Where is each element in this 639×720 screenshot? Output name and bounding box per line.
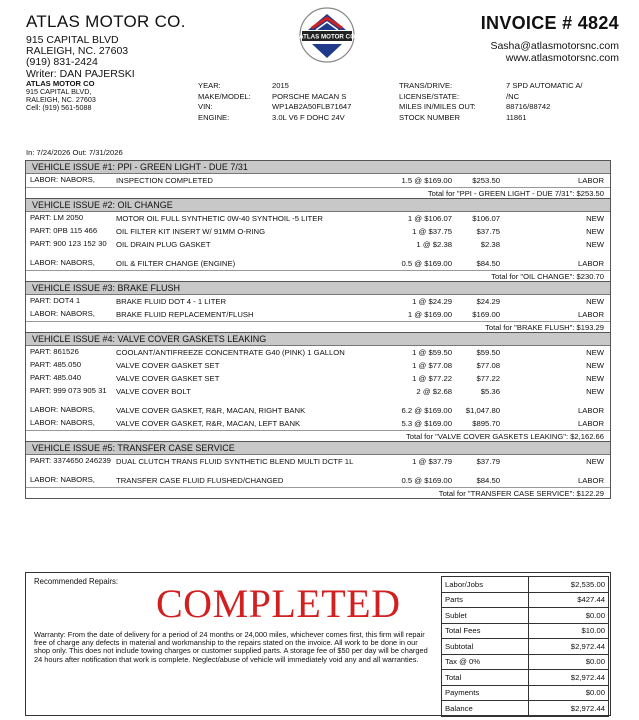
invoice-number: INVOICE # 4824 [480,13,619,33]
summary-value: $2,972.44 [529,701,609,717]
vehicle-labels-2 [399,81,476,124]
line-type: LABOR [577,406,604,415]
vehicle-miles: 88716/88742 [506,102,551,112]
vehicle-label: MILES IN/MILES OUT: [399,102,476,112]
company-name: ATLAS MOTOR CO. [26,12,186,31]
summary-label: Subtotal [442,639,529,655]
line-qty: 1 @ $169.00 [407,310,452,319]
line-code: PART: 485.040 [30,373,81,382]
line-amount: $5.36 [480,387,500,396]
issue-total-text: Total for "TRANSFER CASE SERVICE": $122.29 [438,489,604,498]
line-code: PART: 900 123 152 30 [30,239,107,248]
logo-text: ATLAS MOTOR CO [299,33,355,41]
company-logo [298,6,356,64]
line-type: LABOR [577,259,604,268]
summary-row [442,577,609,593]
issue-total-text: Total for "OIL CHANGE": $230.70 [491,272,604,281]
summary-label: Total [442,670,529,686]
line-item [26,372,610,385]
line-desc: VALVE COVER GASKET SET [116,374,220,383]
line-code: LABOR: NABORS, [30,175,95,184]
line-code: LABOR: NABORS, [30,309,95,318]
vehicle-values-1 [272,81,351,124]
company-address-1: 915 CAPITAL BLVD [26,34,119,46]
line-code: PART: 861526 [30,347,79,356]
line-amount: $253.50 [472,176,500,185]
issue-title: VEHICLE ISSUE #2: OIL CHANGE [26,199,610,212]
line-desc: INSPECTION COMPLETED [116,176,213,185]
issues-table [25,160,611,499]
vehicle-labels-1 [198,81,251,124]
line-desc: MOTOR OIL FULL SYNTHETIC 0W-40 SYNTHOIL -5 LITER [116,214,323,223]
line-amount: $37.79 [476,457,500,466]
summary-label: Balance [442,701,529,717]
vehicle-make-model: PORSCHE MACAN S [272,91,347,101]
issue-total-text: Total for "VALVE COVER GASKETS LEAKING": $2,162.66 [406,432,604,441]
vehicle-label: STOCK NUMBER [399,113,461,123]
line-qty: 6.2 @ $169.00 [401,406,452,415]
vehicle-label: YEAR: [198,81,221,90]
line-desc: COOLANT/ANTIFREEZE CONCENTRATE G40 (PINK) 1 GALLON [116,348,345,357]
line-type: NEW [586,387,604,396]
line-amount: $77.08 [476,361,500,370]
summary-row [442,608,609,624]
line-amount: $59.50 [476,348,500,357]
line-item [26,257,610,270]
summary-row [442,623,609,639]
issue-title: VEHICLE ISSUE #1: PPI - GREEN LIGHT - DUE 7/31 [26,161,610,174]
line-desc: VALVE COVER GASKET SET [116,361,220,370]
line-code: LABOR: NABORS, [30,405,95,414]
line-type: NEW [586,374,604,383]
line-desc: OIL & FILTER CHANGE (ENGINE) [116,259,236,268]
issue-total [26,270,610,281]
line-qty: 1 @ $2.38 [416,240,452,249]
line-type: LABOR [577,310,604,319]
summary-row [442,685,609,701]
line-amount: $895.70 [472,419,500,428]
vehicle-label: LICENSE/STATE: [399,91,460,101]
summary-value: $2,535.00 [529,577,609,593]
in-out-dates: In: 7/24/2026 Out: 7/31/2026 [26,148,123,157]
line-amount: $2.38 [480,240,500,249]
summary-label: Parts [442,592,529,608]
shop-address-1: 915 CAPITAL BLVD, [26,86,92,96]
line-amount: $84.50 [476,259,500,268]
vehicle-label: MAKE/MODEL: [198,91,251,101]
line-code: PART: LM 2050 [30,213,84,222]
line-desc: VALVE COVER GASKET, R&R, MACAN, RIGHT BANK [116,406,306,415]
line-type: NEW [586,240,604,249]
summary-row [442,592,609,608]
line-item [26,385,610,404]
warranty-text: Warranty: From the date of delivery for a period of 24 months or 24,000 miles, whichever comes first, this firm will repair free of charge any defects in material and workmanship to the repairs stated on the invoice. All work to be done in our shop only. This does not include towing charges or customer supplied parts. A storage fee of $50 per day will be charged 24 hours after notification that work is complete. Neglect/abuse of vehicle will immediately void any and all warranties. [34,630,428,664]
writer-name: Writer: DAN PAJERSKI [26,67,135,80]
vehicle-engine: 3.0L V6 F DOHC 24V [272,113,345,123]
line-type: NEW [586,361,604,370]
shop-name: ATLAS MOTOR CO [26,79,95,88]
summary-value: $10.00 [529,623,609,639]
line-code: PART: 485.050 [30,360,81,369]
line-amount: $37.75 [476,227,500,236]
summary-value: $0.00 [529,608,609,624]
vehicle-label: VIN: [198,102,213,112]
vehicle-stock: 11861 [506,113,527,123]
summary-row [442,654,609,670]
summary-row [442,639,609,655]
vehicle-issue [26,442,610,499]
line-desc: VALVE COVER GASKET, R&R, MACAN, LEFT BANK [116,419,301,428]
recommended-repairs-label: Recommended Repairs: [34,577,119,586]
line-item [26,417,610,430]
issue-title: VEHICLE ISSUE #3: BRAKE FLUSH [26,282,610,295]
vehicle-issue [26,333,610,442]
line-desc: OIL DRAIN PLUG GASKET [116,240,211,249]
vehicle-label: ENGINE: [198,113,230,123]
vehicle-year: 2015 [272,81,289,90]
line-item [26,359,610,372]
line-qty: 1 @ $37.75 [412,227,452,236]
summary-label: Tax @ 0% [442,654,529,670]
vehicle-issue [26,161,610,199]
summary-value: $2,972.44 [529,670,609,686]
issue-total [26,487,610,498]
line-qty: 5.3 @ $169.00 [401,419,452,428]
line-qty: 1.5 @ $169.00 [401,176,452,185]
issue-total-text: Total for "BRAKE FLUSH": $193.29 [485,323,604,332]
line-type: LABOR [577,419,604,428]
line-item [26,404,610,417]
summary-label: Sublet [442,608,529,624]
shop-cell: Cell: (919) 561-5088 [26,102,92,112]
line-qty: 0.5 @ $169.00 [401,259,452,268]
line-amount: $106.07 [472,214,500,223]
line-type: LABOR [577,176,604,185]
summary-row [442,701,609,717]
line-item [26,225,610,238]
issue-total-text: Total for "PPI - GREEN LIGHT - DUE 7/31": $253.50 [427,189,604,198]
summary-label: Payments [442,685,529,701]
vehicle-values-2 [506,81,583,124]
line-desc: TRANSFER CASE FLUID FLUSHED/CHANGED [116,476,284,485]
company-address-2: RALEIGH, NC. 27603 [26,45,129,58]
line-qty: 0.5 @ $169.00 [401,476,452,485]
line-type: NEW [586,227,604,236]
line-desc: BRAKE FLUID DOT 4 - 1 LITER [116,297,227,306]
line-item [26,308,610,321]
summary-value: $427.44 [529,592,609,608]
line-desc: BRAKE FLUID REPLACEMENT/FLUSH [116,310,254,319]
issue-total [26,187,610,198]
line-amount: $77.22 [476,374,500,383]
vehicle-trans: 7 SPD AUTOMATIC A/ [506,81,583,90]
line-code: PART: 3374650 246239 [30,456,111,465]
vehicle-vin: WP1AB2A50FLB71647 [272,102,352,112]
line-code: LABOR: NABORS, [30,258,95,267]
shop-address-2: RALEIGH, NC. 27603 [26,94,96,104]
invoice-contact [490,40,619,64]
issue-total [26,430,610,441]
line-item [26,238,610,257]
line-code: LABOR: NABORS, [30,418,95,427]
line-code: PART: 999 073 905 31 [30,386,107,395]
line-amount: $1,047.80 [465,406,500,415]
line-item [26,295,610,308]
line-amount: $169.00 [472,310,500,319]
contact-email[interactable]: Sasha@atlasmotorsnc.com [490,40,619,52]
line-qty: 1 @ $24.29 [412,297,452,306]
line-item [26,174,610,187]
line-qty: 1 @ $106.07 [407,214,452,223]
summary-row [442,670,609,686]
line-qty: 1 @ $37.79 [412,457,452,466]
line-qty: 2 @ $2.68 [416,387,452,396]
line-item [26,212,610,225]
vehicle-issue [26,282,610,333]
vehicle-issue [26,199,610,282]
line-amount: $84.50 [476,476,500,485]
line-qty: 1 @ $77.22 [412,374,452,383]
issue-total [26,321,610,332]
line-desc: VALVE COVER BOLT [116,387,191,396]
vehicle-license: /NC [506,91,520,101]
summary-value: $0.00 [529,685,609,701]
line-item [26,474,610,487]
line-type: NEW [586,297,604,306]
summary-label: Total Fees [442,623,529,639]
vehicle-label: TRANS/DRIVE: [399,81,453,90]
summary-table [441,576,609,717]
company-contact [26,35,135,80]
line-type: NEW [586,457,604,466]
line-type: NEW [586,348,604,357]
line-desc: DUAL CLUTCH TRANS FLUID SYNTHETIC BLEND MULTI DCTF 1L [116,457,354,466]
line-type: LABOR [577,476,604,485]
line-code: PART: 0PB 115 466 [30,226,98,235]
line-item [26,346,610,359]
summary-value: $2,972.44 [529,639,609,655]
invoice-footer [25,572,611,716]
line-desc: OIL FILTER KIT INSERT W/ 91MM O-RING [116,227,266,236]
line-item [26,455,610,474]
line-qty: 1 @ $59.50 [412,348,452,357]
contact-website[interactable]: www.atlasmotorsnc.com [505,52,619,64]
summary-value: $0.00 [529,654,609,670]
line-type: NEW [586,214,604,223]
company-phone: (919) 831-2424 [26,56,98,69]
line-code: LABOR: NABORS, [30,475,95,484]
issue-title: VEHICLE ISSUE #4: VALVE COVER GASKETS LEAKING [26,333,610,346]
completed-stamp: COMPLETED [156,581,401,626]
line-qty: 1 @ $77.08 [412,361,452,370]
shop-info-block [26,80,96,112]
line-amount: $24.29 [476,297,500,306]
line-code: PART: DOT4 1 [30,296,81,305]
issue-title: VEHICLE ISSUE #5: TRANSFER CASE SERVICE [26,442,610,455]
summary-label: Labor/Jobs [442,577,529,593]
